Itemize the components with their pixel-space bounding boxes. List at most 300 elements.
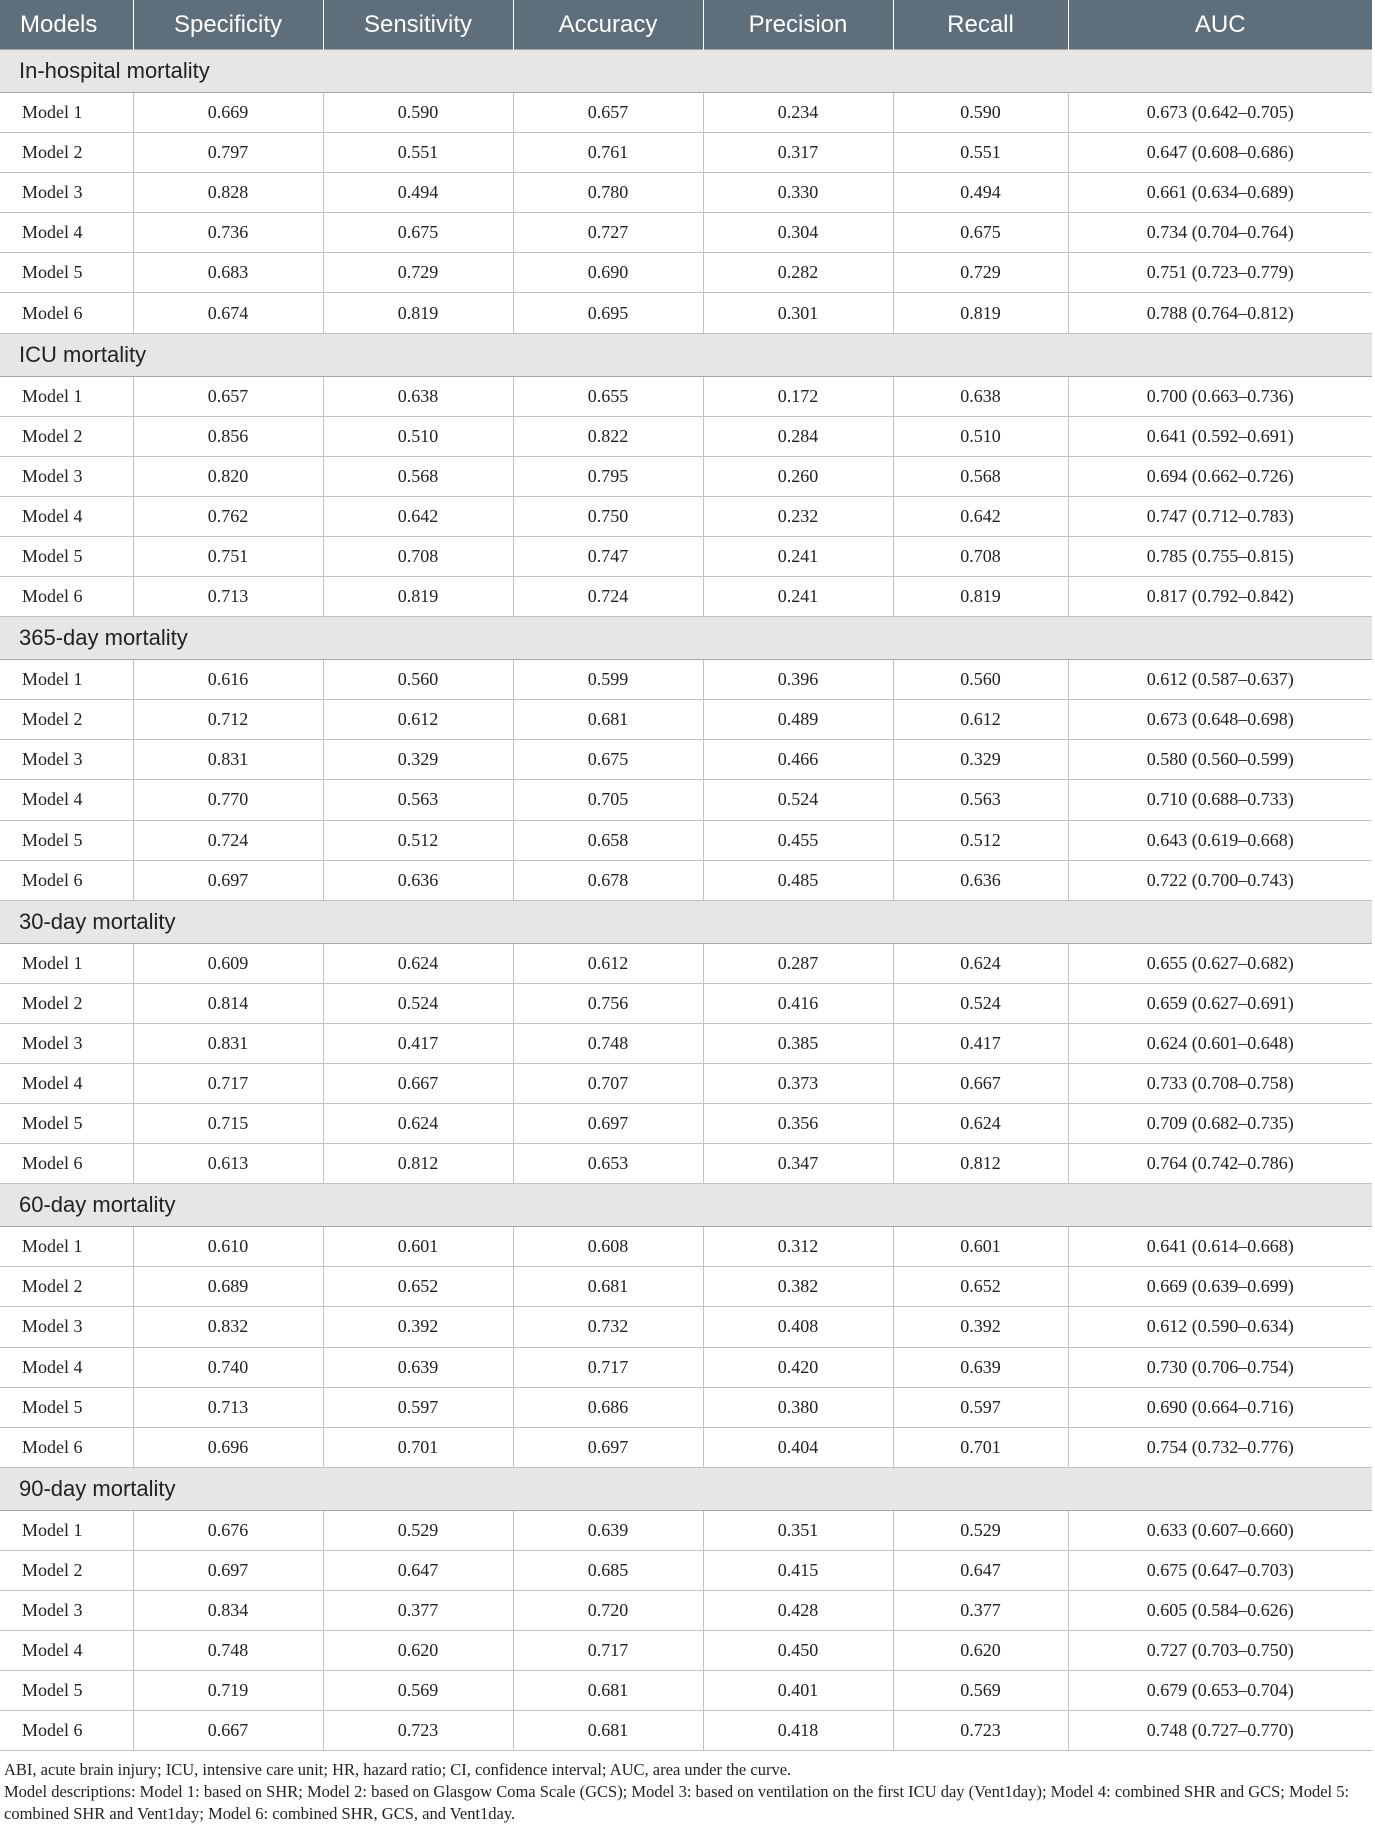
value-cell: 0.822	[513, 416, 703, 456]
value-cell: 0.708	[323, 536, 513, 576]
value-cell: 0.834	[133, 1591, 323, 1631]
value-cell: 0.685	[513, 1550, 703, 1590]
group-title: In-hospital mortality	[0, 50, 1372, 93]
value-cell: 0.234	[703, 93, 893, 133]
value-cell: 0.697	[513, 1427, 703, 1467]
table-row	[0, 536, 1372, 576]
value-cell: 0.639	[323, 1347, 513, 1387]
value-cell: 0.642	[893, 496, 1068, 536]
model-name-cell: Model 3	[0, 456, 133, 496]
value-cell: 0.676	[133, 1510, 323, 1550]
model-name-cell: Model 6	[0, 1711, 133, 1751]
model-name-cell: Model 1	[0, 1510, 133, 1550]
header-precision: Precision	[703, 0, 893, 50]
table-row	[0, 253, 1372, 293]
table-row	[0, 1063, 1372, 1103]
table-body	[0, 50, 1372, 1751]
header-specificity: Specificity	[133, 0, 323, 50]
value-cell: 0.675 (0.647–0.703)	[1068, 1550, 1372, 1590]
model-name-cell: Model 3	[0, 1307, 133, 1347]
value-cell: 0.762	[133, 496, 323, 536]
value-cell: 0.450	[703, 1631, 893, 1671]
model-name-cell: Model 1	[0, 943, 133, 983]
value-cell: 0.415	[703, 1550, 893, 1590]
value-cell: 0.633 (0.607–0.660)	[1068, 1510, 1372, 1550]
value-cell: 0.724	[133, 820, 323, 860]
model-name-cell: Model 4	[0, 1347, 133, 1387]
value-cell: 0.681	[513, 700, 703, 740]
value-cell: 0.401	[703, 1671, 893, 1711]
table-row	[0, 456, 1372, 496]
value-cell: 0.694 (0.662–0.726)	[1068, 456, 1372, 496]
value-cell: 0.610	[133, 1227, 323, 1267]
value-cell: 0.609	[133, 943, 323, 983]
value-cell: 0.828	[133, 173, 323, 213]
value-cell: 0.667	[133, 1711, 323, 1751]
value-cell: 0.697	[133, 1550, 323, 1590]
model-name-cell: Model 1	[0, 1227, 133, 1267]
value-cell: 0.428	[703, 1591, 893, 1631]
value-cell: 0.282	[703, 253, 893, 293]
value-cell: 0.624 (0.601–0.648)	[1068, 1023, 1372, 1063]
value-cell: 0.652	[323, 1267, 513, 1307]
model-name-cell: Model 5	[0, 1104, 133, 1144]
value-cell: 0.722 (0.700–0.743)	[1068, 860, 1372, 900]
value-cell: 0.597	[323, 1387, 513, 1427]
table-row	[0, 1711, 1372, 1751]
value-cell: 0.764 (0.742–0.786)	[1068, 1144, 1372, 1184]
value-cell: 0.831	[133, 1023, 323, 1063]
table-footnotes	[0, 1751, 1375, 1825]
model-name-cell: Model 6	[0, 577, 133, 617]
value-cell: 0.717	[133, 1063, 323, 1103]
value-cell: 0.770	[133, 780, 323, 820]
value-cell: 0.420	[703, 1347, 893, 1387]
value-cell: 0.612	[323, 700, 513, 740]
value-cell: 0.639	[893, 1347, 1068, 1387]
model-name-cell: Model 2	[0, 416, 133, 456]
model-name-cell: Model 2	[0, 1550, 133, 1590]
table-row	[0, 860, 1372, 900]
value-cell: 0.736	[133, 213, 323, 253]
footnote-model-descriptions: Model descriptions: Model 1: based on SHR; Model 2: based on Glasgow Coma Scale (GCS); Model 3: based on ventilation on the first ICU day (Vent1day); Model 4: combined SHR and GCS; Model 5: combined SHR and Vent1day; Model 6: combined SHR, GCS, and Vent1day.	[4, 1782, 1350, 1824]
model-name-cell: Model 1	[0, 660, 133, 700]
model-name-cell: Model 1	[0, 93, 133, 133]
value-cell: 0.675	[513, 740, 703, 780]
value-cell: 0.690	[513, 253, 703, 293]
value-cell: 0.641 (0.614–0.668)	[1068, 1227, 1372, 1267]
model-name-cell: Model 4	[0, 213, 133, 253]
value-cell: 0.284	[703, 416, 893, 456]
model-name-cell: Model 6	[0, 860, 133, 900]
value-cell: 0.727	[513, 213, 703, 253]
value-cell: 0.647	[323, 1550, 513, 1590]
value-cell: 0.724	[513, 577, 703, 617]
table-row	[0, 700, 1372, 740]
value-cell: 0.655	[513, 376, 703, 416]
value-cell: 0.347	[703, 1144, 893, 1184]
value-cell: 0.658	[513, 820, 703, 860]
value-cell: 0.747	[513, 536, 703, 576]
model-name-cell: Model 6	[0, 1144, 133, 1184]
value-cell: 0.608	[513, 1227, 703, 1267]
value-cell: 0.417	[323, 1023, 513, 1063]
value-cell: 0.669 (0.639–0.699)	[1068, 1267, 1372, 1307]
table-row	[0, 1023, 1372, 1063]
value-cell: 0.700 (0.663–0.736)	[1068, 376, 1372, 416]
value-cell: 0.329	[893, 740, 1068, 780]
header-auc: AUC	[1068, 0, 1372, 50]
value-cell: 0.751	[133, 536, 323, 576]
value-cell: 0.669	[133, 93, 323, 133]
value-cell: 0.647	[893, 1550, 1068, 1590]
table-row	[0, 740, 1372, 780]
value-cell: 0.624	[893, 1104, 1068, 1144]
value-cell: 0.624	[323, 943, 513, 983]
model-name-cell: Model 6	[0, 1427, 133, 1467]
value-cell: 0.605 (0.584–0.626)	[1068, 1591, 1372, 1631]
value-cell: 0.524	[323, 983, 513, 1023]
model-name-cell: Model 5	[0, 253, 133, 293]
value-cell: 0.712	[133, 700, 323, 740]
value-cell: 0.351	[703, 1510, 893, 1550]
value-cell: 0.385	[703, 1023, 893, 1063]
table-row	[0, 1267, 1372, 1307]
value-cell: 0.510	[893, 416, 1068, 456]
value-cell: 0.560	[893, 660, 1068, 700]
value-cell: 0.580 (0.560–0.599)	[1068, 740, 1372, 780]
model-name-cell: Model 3	[0, 740, 133, 780]
model-name-cell: Model 6	[0, 293, 133, 333]
value-cell: 0.404	[703, 1427, 893, 1467]
value-cell: 0.612 (0.587–0.637)	[1068, 660, 1372, 700]
value-cell: 0.563	[323, 780, 513, 820]
value-cell: 0.751 (0.723–0.779)	[1068, 253, 1372, 293]
value-cell: 0.485	[703, 860, 893, 900]
value-cell: 0.748 (0.727–0.770)	[1068, 1711, 1372, 1751]
table-row	[0, 983, 1372, 1023]
value-cell: 0.707	[513, 1063, 703, 1103]
value-cell: 0.396	[703, 660, 893, 700]
value-cell: 0.733 (0.708–0.758)	[1068, 1063, 1372, 1103]
value-cell: 0.489	[703, 700, 893, 740]
value-cell: 0.512	[323, 820, 513, 860]
value-cell: 0.681	[513, 1671, 703, 1711]
model-name-cell: Model 3	[0, 173, 133, 213]
value-cell: 0.647 (0.608–0.686)	[1068, 133, 1372, 173]
value-cell: 0.636	[893, 860, 1068, 900]
table-row	[0, 1387, 1372, 1427]
value-cell: 0.260	[703, 456, 893, 496]
value-cell: 0.563	[893, 780, 1068, 820]
value-cell: 0.754 (0.732–0.776)	[1068, 1427, 1372, 1467]
value-cell: 0.732	[513, 1307, 703, 1347]
table-row	[0, 496, 1372, 536]
table-row	[0, 1307, 1372, 1347]
value-cell: 0.756	[513, 983, 703, 1023]
model-name-cell: Model 5	[0, 1387, 133, 1427]
value-cell: 0.599	[513, 660, 703, 700]
value-cell: 0.723	[893, 1711, 1068, 1751]
value-cell: 0.795	[513, 456, 703, 496]
model-name-cell: Model 4	[0, 496, 133, 536]
value-cell: 0.675	[893, 213, 1068, 253]
model-name-cell: Model 5	[0, 1671, 133, 1711]
table-row	[0, 1550, 1372, 1590]
value-cell: 0.377	[893, 1591, 1068, 1631]
value-cell: 0.701	[323, 1427, 513, 1467]
model-name-cell: Model 1	[0, 376, 133, 416]
value-cell: 0.661 (0.634–0.689)	[1068, 173, 1372, 213]
value-cell: 0.329	[323, 740, 513, 780]
value-cell: 0.356	[703, 1104, 893, 1144]
value-cell: 0.172	[703, 376, 893, 416]
table-row	[0, 943, 1372, 983]
value-cell: 0.683	[133, 253, 323, 293]
value-cell: 0.657	[133, 376, 323, 416]
value-cell: 0.301	[703, 293, 893, 333]
value-cell: 0.761	[513, 133, 703, 173]
value-cell: 0.697	[513, 1104, 703, 1144]
table-row	[0, 1671, 1372, 1711]
value-cell: 0.373	[703, 1063, 893, 1103]
value-cell: 0.612 (0.590–0.634)	[1068, 1307, 1372, 1347]
value-cell: 0.597	[893, 1387, 1068, 1427]
model-name-cell: Model 4	[0, 780, 133, 820]
value-cell: 0.748	[133, 1631, 323, 1671]
model-name-cell: Model 4	[0, 1063, 133, 1103]
table-row	[0, 820, 1372, 860]
value-cell: 0.641 (0.592–0.691)	[1068, 416, 1372, 456]
value-cell: 0.620	[893, 1631, 1068, 1671]
value-cell: 0.636	[323, 860, 513, 900]
value-cell: 0.785 (0.755–0.815)	[1068, 536, 1372, 576]
value-cell: 0.780	[513, 173, 703, 213]
value-cell: 0.697	[133, 860, 323, 900]
value-cell: 0.678	[513, 860, 703, 900]
value-cell: 0.655 (0.627–0.682)	[1068, 943, 1372, 983]
value-cell: 0.720	[513, 1591, 703, 1631]
table-row	[0, 173, 1372, 213]
value-cell: 0.689	[133, 1267, 323, 1307]
value-cell: 0.418	[703, 1711, 893, 1751]
value-cell: 0.675	[323, 213, 513, 253]
table-row	[0, 1427, 1372, 1467]
value-cell: 0.690 (0.664–0.716)	[1068, 1387, 1372, 1427]
value-cell: 0.819	[323, 293, 513, 333]
value-cell: 0.568	[893, 456, 1068, 496]
value-cell: 0.695	[513, 293, 703, 333]
value-cell: 0.455	[703, 820, 893, 860]
table-row	[0, 1227, 1372, 1267]
value-cell: 0.639	[513, 1510, 703, 1550]
value-cell: 0.317	[703, 133, 893, 173]
value-cell: 0.392	[893, 1307, 1068, 1347]
value-cell: 0.510	[323, 416, 513, 456]
group-header-row	[0, 617, 1372, 660]
value-cell: 0.590	[323, 93, 513, 133]
model-name-cell: Model 5	[0, 536, 133, 576]
table-row	[0, 213, 1372, 253]
footnote-abbreviations: ABI, acute brain injury; ICU, intensive care unit; HR, hazard ratio; CI, confidence interval; AUC, area under the curve.	[4, 1760, 792, 1780]
value-cell: 0.819	[893, 577, 1068, 617]
value-cell: 0.657	[513, 93, 703, 133]
value-cell: 0.819	[893, 293, 1068, 333]
value-cell: 0.713	[133, 577, 323, 617]
value-cell: 0.713	[133, 1387, 323, 1427]
value-cell: 0.748	[513, 1023, 703, 1063]
value-cell: 0.705	[513, 780, 703, 820]
value-cell: 0.701	[893, 1427, 1068, 1467]
value-cell: 0.642	[323, 496, 513, 536]
value-cell: 0.717	[513, 1631, 703, 1671]
table-row	[0, 293, 1372, 333]
model-name-cell: Model 4	[0, 1631, 133, 1671]
value-cell: 0.814	[133, 983, 323, 1023]
value-cell: 0.723	[323, 1711, 513, 1751]
group-header-row	[0, 50, 1372, 93]
table-row	[0, 780, 1372, 820]
value-cell: 0.524	[893, 983, 1068, 1023]
value-cell: 0.710 (0.688–0.733)	[1068, 780, 1372, 820]
value-cell: 0.667	[893, 1063, 1068, 1103]
model-name-cell: Model 5	[0, 820, 133, 860]
group-title: 60-day mortality	[0, 1184, 1372, 1227]
value-cell: 0.330	[703, 173, 893, 213]
value-cell: 0.612	[513, 943, 703, 983]
value-cell: 0.729	[893, 253, 1068, 293]
value-cell: 0.681	[513, 1711, 703, 1751]
value-cell: 0.715	[133, 1104, 323, 1144]
value-cell: 0.416	[703, 983, 893, 1023]
value-cell: 0.382	[703, 1267, 893, 1307]
header-recall: Recall	[893, 0, 1068, 50]
group-header-row	[0, 900, 1372, 943]
table-row	[0, 93, 1372, 133]
value-cell: 0.747 (0.712–0.783)	[1068, 496, 1372, 536]
value-cell: 0.241	[703, 577, 893, 617]
value-cell: 0.601	[323, 1227, 513, 1267]
group-header-row	[0, 1184, 1372, 1227]
group-title: 90-day mortality	[0, 1467, 1372, 1510]
value-cell: 0.613	[133, 1144, 323, 1184]
value-cell: 0.392	[323, 1307, 513, 1347]
value-cell: 0.719	[133, 1671, 323, 1711]
table-row	[0, 1631, 1372, 1671]
value-cell: 0.624	[323, 1104, 513, 1144]
value-cell: 0.788 (0.764–0.812)	[1068, 293, 1372, 333]
value-cell: 0.673 (0.648–0.698)	[1068, 700, 1372, 740]
group-title: 365-day mortality	[0, 617, 1372, 660]
value-cell: 0.643 (0.619–0.668)	[1068, 820, 1372, 860]
value-cell: 0.819	[323, 577, 513, 617]
table-row	[0, 1104, 1372, 1144]
value-cell: 0.856	[133, 416, 323, 456]
model-name-cell: Model 2	[0, 133, 133, 173]
value-cell: 0.681	[513, 1267, 703, 1307]
value-cell: 0.380	[703, 1387, 893, 1427]
value-cell: 0.524	[703, 780, 893, 820]
value-cell: 0.494	[893, 173, 1068, 213]
table-row	[0, 577, 1372, 617]
model-name-cell: Model 2	[0, 983, 133, 1023]
value-cell: 0.638	[893, 376, 1068, 416]
table-row	[0, 1144, 1372, 1184]
group-title: ICU mortality	[0, 333, 1372, 376]
value-cell: 0.551	[893, 133, 1068, 173]
table-row	[0, 416, 1372, 456]
value-cell: 0.674	[133, 293, 323, 333]
value-cell: 0.652	[893, 1267, 1068, 1307]
value-cell: 0.831	[133, 740, 323, 780]
value-cell: 0.653	[513, 1144, 703, 1184]
value-cell: 0.740	[133, 1347, 323, 1387]
table-header-row	[0, 0, 1372, 50]
value-cell: 0.673 (0.642–0.705)	[1068, 93, 1372, 133]
value-cell: 0.551	[323, 133, 513, 173]
value-cell: 0.568	[323, 456, 513, 496]
value-cell: 0.569	[893, 1671, 1068, 1711]
value-cell: 0.750	[513, 496, 703, 536]
value-cell: 0.620	[323, 1631, 513, 1671]
value-cell: 0.708	[893, 536, 1068, 576]
value-cell: 0.616	[133, 660, 323, 700]
value-cell: 0.667	[323, 1063, 513, 1103]
value-cell: 0.304	[703, 213, 893, 253]
value-cell: 0.729	[323, 253, 513, 293]
value-cell: 0.832	[133, 1307, 323, 1347]
value-cell: 0.569	[323, 1671, 513, 1711]
value-cell: 0.727 (0.703–0.750)	[1068, 1631, 1372, 1671]
model-name-cell: Model 2	[0, 700, 133, 740]
table-row	[0, 1510, 1372, 1550]
value-cell: 0.612	[893, 700, 1068, 740]
value-cell: 0.408	[703, 1307, 893, 1347]
value-cell: 0.679 (0.653–0.704)	[1068, 1671, 1372, 1711]
value-cell: 0.717	[513, 1347, 703, 1387]
header-accuracy: Accuracy	[513, 0, 703, 50]
value-cell: 0.696	[133, 1427, 323, 1467]
value-cell: 0.797	[133, 133, 323, 173]
table-row	[0, 376, 1372, 416]
value-cell: 0.812	[323, 1144, 513, 1184]
table-row	[0, 133, 1372, 173]
value-cell: 0.686	[513, 1387, 703, 1427]
value-cell: 0.494	[323, 173, 513, 213]
value-cell: 0.287	[703, 943, 893, 983]
value-cell: 0.730 (0.706–0.754)	[1068, 1347, 1372, 1387]
value-cell: 0.817 (0.792–0.842)	[1068, 577, 1372, 617]
group-title: 30-day mortality	[0, 900, 1372, 943]
value-cell: 0.590	[893, 93, 1068, 133]
header-sensitivity: Sensitivity	[323, 0, 513, 50]
table-row	[0, 660, 1372, 700]
value-cell: 0.734 (0.704–0.764)	[1068, 213, 1372, 253]
value-cell: 0.560	[323, 660, 513, 700]
value-cell: 0.312	[703, 1227, 893, 1267]
value-cell: 0.601	[893, 1227, 1068, 1267]
table-row	[0, 1591, 1372, 1631]
table-row	[0, 1347, 1372, 1387]
value-cell: 0.417	[893, 1023, 1068, 1063]
value-cell: 0.377	[323, 1591, 513, 1631]
value-cell: 0.812	[893, 1144, 1068, 1184]
value-cell: 0.512	[893, 820, 1068, 860]
value-cell: 0.659 (0.627–0.691)	[1068, 983, 1372, 1023]
value-cell: 0.820	[133, 456, 323, 496]
value-cell: 0.241	[703, 536, 893, 576]
value-cell: 0.529	[323, 1510, 513, 1550]
